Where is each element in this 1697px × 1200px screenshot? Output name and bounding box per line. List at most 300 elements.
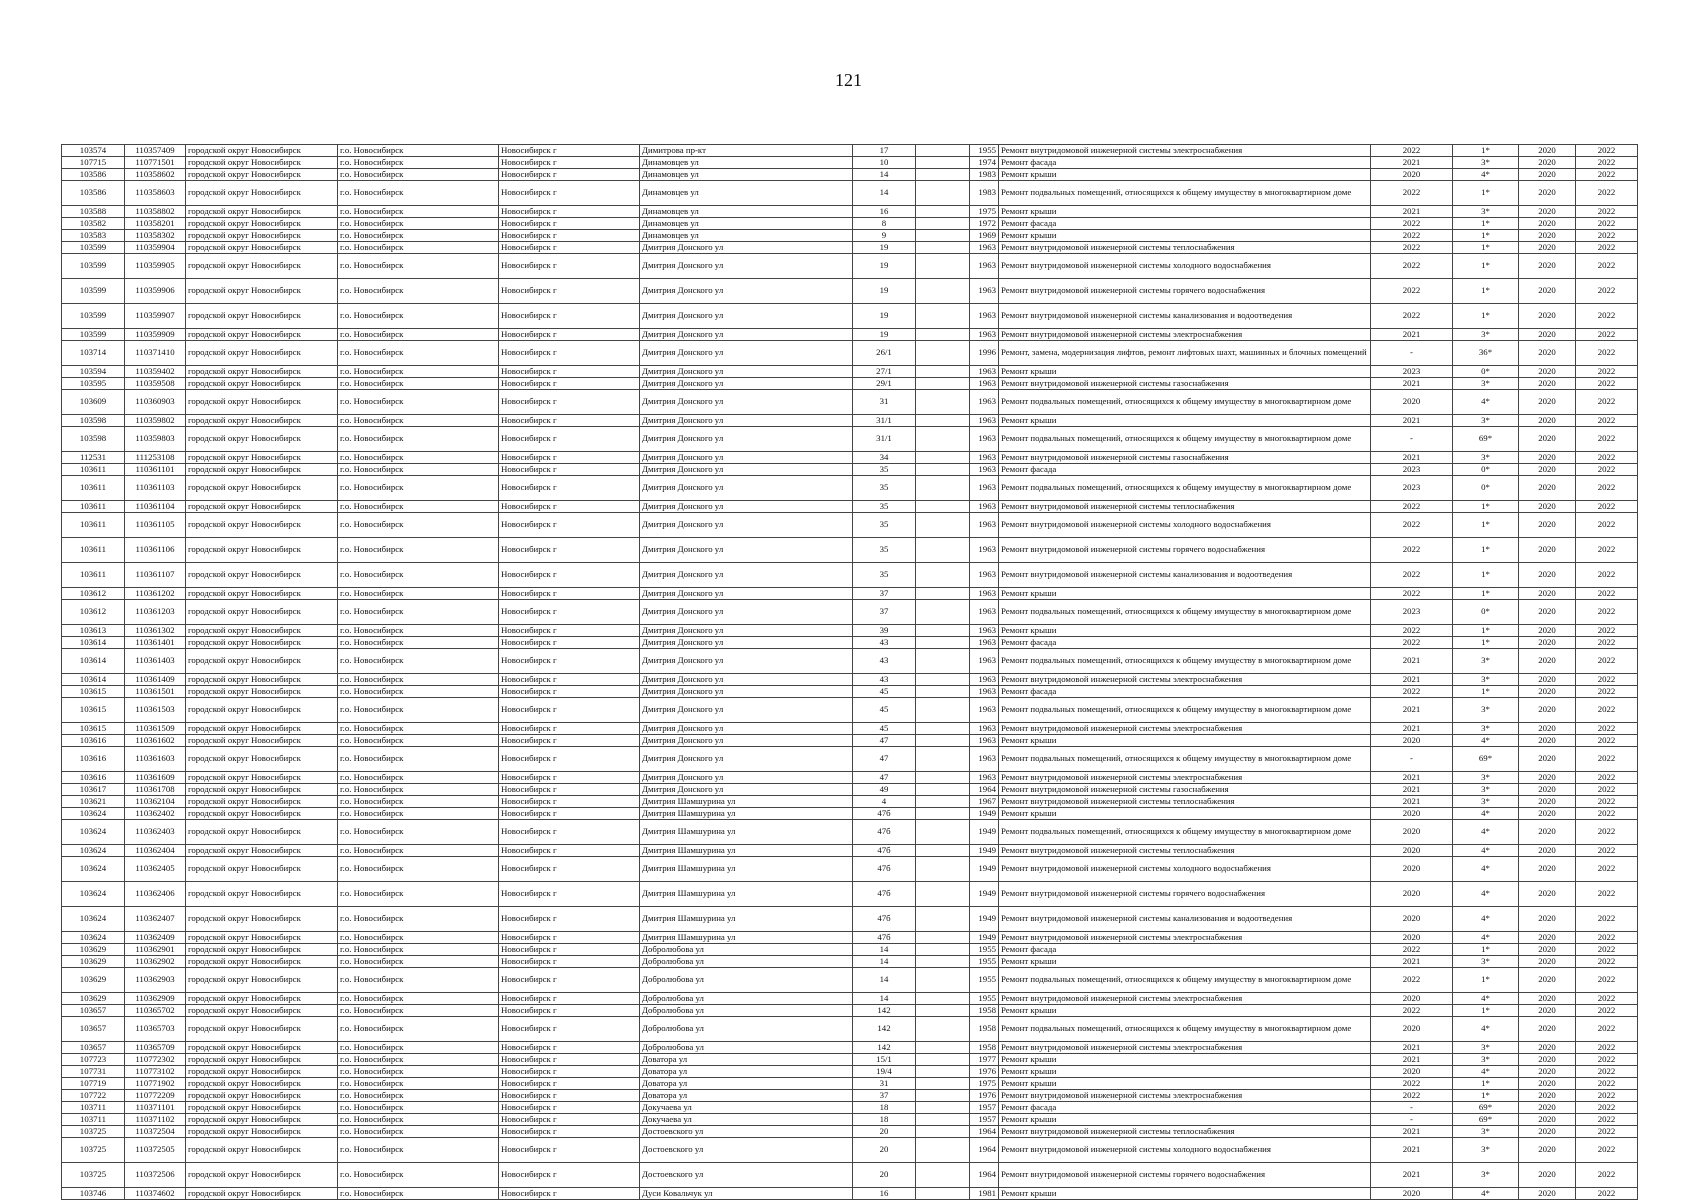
work-type-cell: Ремонт внутридомовой инженерной системы холодного водоснабжения xyxy=(999,254,1371,279)
building-cell xyxy=(916,1078,970,1090)
work-type-cell: Ремонт внутридомовой инженерной системы электроснабжения xyxy=(999,329,1371,341)
priority-cell: 3* xyxy=(1453,206,1519,218)
period-end-cell: 2022 xyxy=(1576,254,1638,279)
locality-cell: Новосибирск г xyxy=(499,464,640,476)
municipality-cell: городской округ Новосибирск xyxy=(186,218,338,230)
house-number-cell: 19 xyxy=(853,304,916,329)
work-id-cell: 110358603 xyxy=(125,181,186,206)
plan-year-cell: 2023 xyxy=(1371,600,1453,625)
house-number-cell: 10 xyxy=(853,157,916,169)
locality-cell: Новосибирск г xyxy=(499,1090,640,1102)
period-start-cell: 2020 xyxy=(1519,181,1576,206)
period-end-cell: 2022 xyxy=(1576,820,1638,845)
period-end-cell: 2022 xyxy=(1576,464,1638,476)
settlement-cell: г.о. Новосибирск xyxy=(338,784,499,796)
table-row xyxy=(62,1163,1638,1188)
settlement-cell: г.о. Новосибирск xyxy=(338,230,499,242)
building-cell xyxy=(916,427,970,452)
work-id-cell: 110360903 xyxy=(125,390,186,415)
period-end-cell: 2022 xyxy=(1576,329,1638,341)
year-built-cell: 1949 xyxy=(970,808,999,820)
period-end-cell: 2022 xyxy=(1576,145,1638,157)
work-id-cell: 110361104 xyxy=(125,501,186,513)
period-start-cell: 2020 xyxy=(1519,649,1576,674)
plan-year-cell: 2022 xyxy=(1371,1078,1453,1090)
year-built-cell: 1964 xyxy=(970,784,999,796)
locality-cell: Новосибирск г xyxy=(499,452,640,464)
house-id-cell: 103725 xyxy=(62,1138,125,1163)
house-number-cell: 35 xyxy=(853,513,916,538)
period-end-cell: 2022 xyxy=(1576,686,1638,698)
building-cell xyxy=(916,1188,970,1200)
municipality-cell: городской округ Новосибирск xyxy=(186,366,338,378)
work-id-cell: 110358201 xyxy=(125,218,186,230)
priority-cell: 4* xyxy=(1453,808,1519,820)
house-number-cell: 14 xyxy=(853,993,916,1005)
priority-cell: 4* xyxy=(1453,845,1519,857)
period-start-cell: 2020 xyxy=(1519,341,1576,366)
priority-cell: 1* xyxy=(1453,588,1519,600)
priority-cell: 3* xyxy=(1453,723,1519,735)
period-start-cell: 2020 xyxy=(1519,956,1576,968)
period-start-cell: 2020 xyxy=(1519,625,1576,637)
work-id-cell: 110361203 xyxy=(125,600,186,625)
house-id-cell: 103611 xyxy=(62,464,125,476)
building-cell xyxy=(916,845,970,857)
settlement-cell: г.о. Новосибирск xyxy=(338,1114,499,1126)
street-cell: Дмитрия Донского ул xyxy=(640,588,853,600)
plan-year-cell: 2022 xyxy=(1371,968,1453,993)
locality-cell: Новосибирск г xyxy=(499,723,640,735)
plan-year-cell: 2022 xyxy=(1371,637,1453,649)
work-id-cell: 110771902 xyxy=(125,1078,186,1090)
house-id-cell: 103614 xyxy=(62,637,125,649)
street-cell: Дмитрия Донского ул xyxy=(640,341,853,366)
priority-cell: 1* xyxy=(1453,944,1519,956)
work-id-cell: 110359904 xyxy=(125,242,186,254)
plan-year-cell: 2022 xyxy=(1371,230,1453,242)
plan-year-cell: 2020 xyxy=(1371,932,1453,944)
locality-cell: Новосибирск г xyxy=(499,845,640,857)
table-row xyxy=(62,169,1638,181)
year-built-cell: 1963 xyxy=(970,254,999,279)
settlement-cell: г.о. Новосибирск xyxy=(338,820,499,845)
house-number-cell: 27/1 xyxy=(853,366,916,378)
work-id-cell: 110362404 xyxy=(125,845,186,857)
locality-cell: Новосибирск г xyxy=(499,341,640,366)
priority-cell: 3* xyxy=(1453,1163,1519,1188)
period-end-cell: 2022 xyxy=(1576,625,1638,637)
house-id-cell: 103629 xyxy=(62,956,125,968)
house-id-cell: 103611 xyxy=(62,476,125,501)
year-built-cell: 1955 xyxy=(970,145,999,157)
priority-cell: 3* xyxy=(1453,1126,1519,1138)
building-cell xyxy=(916,1042,970,1054)
work-id-cell: 110362901 xyxy=(125,944,186,956)
work-id-cell: 110361103 xyxy=(125,476,186,501)
priority-cell: 1* xyxy=(1453,563,1519,588)
work-id-cell: 110359508 xyxy=(125,378,186,390)
house-id-cell: 103612 xyxy=(62,588,125,600)
municipality-cell: городской округ Новосибирск xyxy=(186,1114,338,1126)
house-number-cell: 14 xyxy=(853,181,916,206)
period-start-cell: 2020 xyxy=(1519,882,1576,907)
street-cell: Дмитрия Донского ул xyxy=(640,366,853,378)
locality-cell: Новосибирск г xyxy=(499,968,640,993)
priority-cell: 36* xyxy=(1453,341,1519,366)
plan-year-cell: 2022 xyxy=(1371,242,1453,254)
table-row xyxy=(62,784,1638,796)
work-type-cell: Ремонт крыши xyxy=(999,230,1371,242)
work-type-cell: Ремонт подвальных помещений, относящихся к общему имуществу в многоквартирном доме xyxy=(999,820,1371,845)
year-built-cell: 1977 xyxy=(970,1054,999,1066)
settlement-cell: г.о. Новосибирск xyxy=(338,1138,499,1163)
street-cell: Дмитрия Донского ул xyxy=(640,538,853,563)
street-cell: Дуси Ковальчук ул xyxy=(640,1188,853,1200)
work-id-cell: 110362902 xyxy=(125,956,186,968)
building-cell xyxy=(916,808,970,820)
municipality-cell: городской округ Новосибирск xyxy=(186,1005,338,1017)
plan-year-cell: - xyxy=(1371,1114,1453,1126)
year-built-cell: 1963 xyxy=(970,390,999,415)
locality-cell: Новосибирск г xyxy=(499,674,640,686)
period-start-cell: 2020 xyxy=(1519,845,1576,857)
period-start-cell: 2020 xyxy=(1519,1188,1576,1200)
house-id-cell: 103624 xyxy=(62,808,125,820)
street-cell: Добролюбова ул xyxy=(640,968,853,993)
priority-cell: 1* xyxy=(1453,501,1519,513)
street-cell: Дмитрия Шамшурина ул xyxy=(640,820,853,845)
table-row xyxy=(62,698,1638,723)
priority-cell: 1* xyxy=(1453,181,1519,206)
priority-cell: 3* xyxy=(1453,649,1519,674)
table-row xyxy=(62,882,1638,907)
house-id-cell: 103711 xyxy=(62,1114,125,1126)
municipality-cell: городской округ Новосибирск xyxy=(186,1138,338,1163)
locality-cell: Новосибирск г xyxy=(499,206,640,218)
plan-year-cell: 2021 xyxy=(1371,723,1453,735)
municipality-cell: городской округ Новосибирск xyxy=(186,452,338,464)
priority-cell: 1* xyxy=(1453,279,1519,304)
settlement-cell: г.о. Новосибирск xyxy=(338,329,499,341)
period-end-cell: 2022 xyxy=(1576,674,1638,686)
table-row xyxy=(62,254,1638,279)
settlement-cell: г.о. Новосибирск xyxy=(338,857,499,882)
municipality-cell: городской округ Новосибирск xyxy=(186,1066,338,1078)
municipality-cell: городской округ Новосибирск xyxy=(186,588,338,600)
work-id-cell: 110359909 xyxy=(125,329,186,341)
locality-cell: Новосибирск г xyxy=(499,415,640,427)
building-cell xyxy=(916,206,970,218)
building-cell xyxy=(916,649,970,674)
street-cell: Дмитрия Шамшурина ул xyxy=(640,808,853,820)
house-id-cell: 103624 xyxy=(62,882,125,907)
house-id-cell: 103624 xyxy=(62,907,125,932)
house-id-cell: 103725 xyxy=(62,1163,125,1188)
street-cell: Дмитрия Донского ул xyxy=(640,242,853,254)
plan-year-cell: 2022 xyxy=(1371,538,1453,563)
building-cell xyxy=(916,1163,970,1188)
house-id-cell: 103615 xyxy=(62,686,125,698)
house-number-cell: 47б xyxy=(853,882,916,907)
locality-cell: Новосибирск г xyxy=(499,157,640,169)
street-cell: Дмитрия Донского ул xyxy=(640,279,853,304)
priority-cell: 3* xyxy=(1453,1042,1519,1054)
priority-cell: 1* xyxy=(1453,968,1519,993)
work-type-cell: Ремонт внутридомовой инженерной системы газоснабжения xyxy=(999,784,1371,796)
period-end-cell: 2022 xyxy=(1576,1017,1638,1042)
work-type-cell: Ремонт подвальных помещений, относящихся к общему имуществу в многоквартирном доме xyxy=(999,649,1371,674)
municipality-cell: городской округ Новосибирск xyxy=(186,230,338,242)
house-number-cell: 39 xyxy=(853,625,916,637)
period-start-cell: 2020 xyxy=(1519,230,1576,242)
work-id-cell: 110361106 xyxy=(125,538,186,563)
year-built-cell: 1975 xyxy=(970,206,999,218)
locality-cell: Новосибирск г xyxy=(499,254,640,279)
house-id-cell: 103598 xyxy=(62,415,125,427)
house-id-cell: 103629 xyxy=(62,993,125,1005)
priority-cell: 4* xyxy=(1453,882,1519,907)
plan-year-cell: 2022 xyxy=(1371,218,1453,230)
municipality-cell: городской округ Новосибирск xyxy=(186,378,338,390)
house-id-cell: 107715 xyxy=(62,157,125,169)
period-start-cell: 2020 xyxy=(1519,820,1576,845)
period-start-cell: 2020 xyxy=(1519,1054,1576,1066)
priority-cell: 69* xyxy=(1453,427,1519,452)
period-start-cell: 2020 xyxy=(1519,1163,1576,1188)
building-cell xyxy=(916,390,970,415)
period-end-cell: 2022 xyxy=(1576,366,1638,378)
period-end-cell: 2022 xyxy=(1576,501,1638,513)
house-id-cell: 103599 xyxy=(62,254,125,279)
work-id-cell: 110371102 xyxy=(125,1114,186,1126)
period-end-cell: 2022 xyxy=(1576,1114,1638,1126)
plan-year-cell: 2020 xyxy=(1371,390,1453,415)
table-row xyxy=(62,820,1638,845)
settlement-cell: г.о. Новосибирск xyxy=(338,1054,499,1066)
locality-cell: Новосибирск г xyxy=(499,857,640,882)
work-id-cell: 110358602 xyxy=(125,169,186,181)
page-number: 121 xyxy=(835,70,862,90)
period-start-cell: 2020 xyxy=(1519,427,1576,452)
period-end-cell: 2022 xyxy=(1576,1042,1638,1054)
settlement-cell: г.о. Новосибирск xyxy=(338,427,499,452)
municipality-cell: городской округ Новосибирск xyxy=(186,1017,338,1042)
priority-cell: 3* xyxy=(1453,772,1519,784)
work-type-cell: Ремонт фасада xyxy=(999,686,1371,698)
period-end-cell: 2022 xyxy=(1576,390,1638,415)
year-built-cell: 1963 xyxy=(970,625,999,637)
work-id-cell: 110361501 xyxy=(125,686,186,698)
priority-cell: 1* xyxy=(1453,1078,1519,1090)
house-id-cell: 103621 xyxy=(62,796,125,808)
year-built-cell: 1963 xyxy=(970,772,999,784)
year-built-cell: 1963 xyxy=(970,723,999,735)
street-cell: Доватора ул xyxy=(640,1054,853,1066)
period-end-cell: 2022 xyxy=(1576,698,1638,723)
year-built-cell: 1949 xyxy=(970,932,999,944)
work-type-cell: Ремонт подвальных помещений, относящихся к общему имуществу в многоквартирном доме xyxy=(999,427,1371,452)
settlement-cell: г.о. Новосибирск xyxy=(338,341,499,366)
building-cell xyxy=(916,169,970,181)
house-number-cell: 19 xyxy=(853,254,916,279)
house-number-cell: 47 xyxy=(853,772,916,784)
house-number-cell: 142 xyxy=(853,1042,916,1054)
street-cell: Дмитрия Шамшурина ул xyxy=(640,845,853,857)
year-built-cell: 1963 xyxy=(970,415,999,427)
municipality-cell: городской округ Новосибирск xyxy=(186,563,338,588)
settlement-cell: г.о. Новосибирск xyxy=(338,452,499,464)
work-id-cell: 110371101 xyxy=(125,1102,186,1114)
year-built-cell: 1963 xyxy=(970,747,999,772)
locality-cell: Новосибирск г xyxy=(499,390,640,415)
house-number-cell: 31/1 xyxy=(853,427,916,452)
period-end-cell: 2022 xyxy=(1576,857,1638,882)
period-end-cell: 2022 xyxy=(1576,452,1638,464)
period-start-cell: 2020 xyxy=(1519,723,1576,735)
period-end-cell: 2022 xyxy=(1576,1102,1638,1114)
building-cell xyxy=(916,735,970,747)
table-row xyxy=(62,674,1638,686)
year-built-cell: 1963 xyxy=(970,588,999,600)
work-type-cell: Ремонт внутридомовой инженерной системы холодного водоснабжения xyxy=(999,1138,1371,1163)
building-cell xyxy=(916,600,970,625)
building-cell xyxy=(916,501,970,513)
locality-cell: Новосибирск г xyxy=(499,329,640,341)
table-row xyxy=(62,390,1638,415)
priority-cell: 3* xyxy=(1453,674,1519,686)
period-start-cell: 2020 xyxy=(1519,145,1576,157)
period-end-cell: 2022 xyxy=(1576,538,1638,563)
work-id-cell: 110358302 xyxy=(125,230,186,242)
table-row xyxy=(62,968,1638,993)
locality-cell: Новосибирск г xyxy=(499,1017,640,1042)
period-start-cell: 2020 xyxy=(1519,944,1576,956)
work-type-cell: Ремонт подвальных помещений, относящихся к общему имуществу в многоквартирном доме xyxy=(999,968,1371,993)
period-end-cell: 2022 xyxy=(1576,637,1638,649)
settlement-cell: г.о. Новосибирск xyxy=(338,218,499,230)
plan-year-cell: 2020 xyxy=(1371,1017,1453,1042)
municipality-cell: городской округ Новосибирск xyxy=(186,279,338,304)
period-start-cell: 2020 xyxy=(1519,1005,1576,1017)
street-cell: Дмитрия Донского ул xyxy=(640,772,853,784)
work-type-cell: Ремонт фасада xyxy=(999,1102,1371,1114)
settlement-cell: г.о. Новосибирск xyxy=(338,907,499,932)
building-cell xyxy=(916,932,970,944)
table-row xyxy=(62,993,1638,1005)
building-cell xyxy=(916,145,970,157)
street-cell: Динамовцев ул xyxy=(640,218,853,230)
building-cell xyxy=(916,796,970,808)
municipality-cell: городской округ Новосибирск xyxy=(186,1090,338,1102)
priority-cell: 3* xyxy=(1453,1054,1519,1066)
building-cell xyxy=(916,674,970,686)
street-cell: Добролюбова ул xyxy=(640,956,853,968)
house-id-cell: 103583 xyxy=(62,230,125,242)
work-id-cell: 110772209 xyxy=(125,1090,186,1102)
work-type-cell: Ремонт фасада xyxy=(999,637,1371,649)
house-number-cell: 47 xyxy=(853,735,916,747)
house-id-cell: 103599 xyxy=(62,242,125,254)
period-start-cell: 2020 xyxy=(1519,501,1576,513)
house-id-cell: 103599 xyxy=(62,329,125,341)
table-row xyxy=(62,1126,1638,1138)
settlement-cell: г.о. Новосибирск xyxy=(338,169,499,181)
period-end-cell: 2022 xyxy=(1576,723,1638,735)
plan-year-cell: 2021 xyxy=(1371,378,1453,390)
period-end-cell: 2022 xyxy=(1576,1054,1638,1066)
street-cell: Дмитрия Донского ул xyxy=(640,378,853,390)
period-start-cell: 2020 xyxy=(1519,932,1576,944)
municipality-cell: городской округ Новосибирск xyxy=(186,735,338,747)
locality-cell: Новосибирск г xyxy=(499,588,640,600)
year-built-cell: 1963 xyxy=(970,329,999,341)
house-id-cell: 103613 xyxy=(62,625,125,637)
plan-year-cell: - xyxy=(1371,341,1453,366)
table-row xyxy=(62,563,1638,588)
work-id-cell: 110372504 xyxy=(125,1126,186,1138)
work-type-cell: Ремонт внутридомовой инженерной системы горячего водоснабжения xyxy=(999,279,1371,304)
period-end-cell: 2022 xyxy=(1576,279,1638,304)
work-id-cell: 110359402 xyxy=(125,366,186,378)
street-cell: Дмитрия Донского ул xyxy=(640,464,853,476)
period-start-cell: 2020 xyxy=(1519,747,1576,772)
plan-year-cell: 2020 xyxy=(1371,1188,1453,1200)
house-id-cell: 103611 xyxy=(62,513,125,538)
settlement-cell: г.о. Новосибирск xyxy=(338,254,499,279)
priority-cell: 69* xyxy=(1453,1114,1519,1126)
plan-year-cell: 2022 xyxy=(1371,944,1453,956)
period-end-cell: 2022 xyxy=(1576,218,1638,230)
building-cell xyxy=(916,181,970,206)
work-id-cell: 110361503 xyxy=(125,698,186,723)
period-end-cell: 2022 xyxy=(1576,206,1638,218)
building-cell xyxy=(916,625,970,637)
building-cell xyxy=(916,513,970,538)
plan-year-cell: 2020 xyxy=(1371,845,1453,857)
plan-year-cell: 2023 xyxy=(1371,464,1453,476)
year-built-cell: 1963 xyxy=(970,649,999,674)
settlement-cell: г.о. Новосибирск xyxy=(338,476,499,501)
table-row xyxy=(62,723,1638,735)
locality-cell: Новосибирск г xyxy=(499,218,640,230)
priority-cell: 4* xyxy=(1453,390,1519,415)
table-row xyxy=(62,181,1638,206)
building-cell xyxy=(916,944,970,956)
period-start-cell: 2020 xyxy=(1519,329,1576,341)
municipality-cell: городской округ Новосибирск xyxy=(186,1078,338,1090)
house-number-cell: 18 xyxy=(853,1102,916,1114)
plan-year-cell: 2021 xyxy=(1371,649,1453,674)
house-id-cell: 103586 xyxy=(62,181,125,206)
locality-cell: Новосибирск г xyxy=(499,1138,640,1163)
year-built-cell: 1963 xyxy=(970,563,999,588)
locality-cell: Новосибирск г xyxy=(499,944,640,956)
priority-cell: 1* xyxy=(1453,218,1519,230)
municipality-cell: городской округ Новосибирск xyxy=(186,857,338,882)
work-type-cell: Ремонт внутридомовой инженерной системы теплоснабжения xyxy=(999,796,1371,808)
work-type-cell: Ремонт внутридомовой инженерной системы электроснабжения xyxy=(999,674,1371,686)
settlement-cell: г.о. Новосибирск xyxy=(338,993,499,1005)
plan-year-cell: 2020 xyxy=(1371,808,1453,820)
plan-year-cell: 2022 xyxy=(1371,686,1453,698)
period-end-cell: 2022 xyxy=(1576,993,1638,1005)
building-cell xyxy=(916,1005,970,1017)
work-type-cell: Ремонт внутридомовой инженерной системы теплоснабжения xyxy=(999,845,1371,857)
period-start-cell: 2020 xyxy=(1519,907,1576,932)
year-built-cell: 1963 xyxy=(970,513,999,538)
period-end-cell: 2022 xyxy=(1576,600,1638,625)
